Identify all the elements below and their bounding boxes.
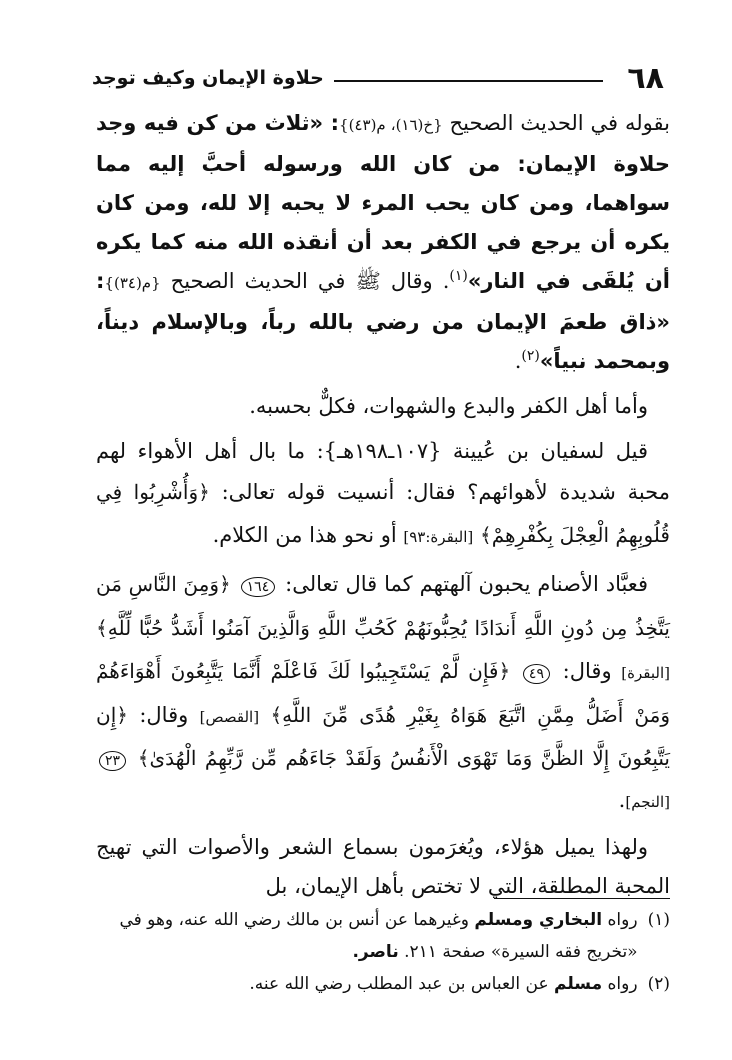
hadith-reference: {خ(١٦)، م(٤٣)} — [339, 116, 443, 134]
page-header — [92, 60, 664, 96]
paragraph-idol-worshippers — [96, 563, 670, 822]
sura-reference-baqarah: [البقرة] — [621, 664, 670, 682]
paragraph-end: . — [618, 788, 626, 812]
and-he-said-2: وقال: — [139, 703, 189, 727]
ayah-number-49: ٤٩ — [523, 664, 550, 684]
quran-verse-qasas-50: ﴿فَإِن لَّمْ يَسْتَجِيبُوا لَكَ فَاعْلَمْ أَنَّمَا يَتَّبِعُونَ أَهْوَاءَهُمْ وَمَنْ أَضَلُّ مِمَّنِ اتَّبَعَ هَوَاهُ بِغَيْرِ هُدًى مِّنَ اللَّهِ﴾ — [96, 659, 670, 727]
hadith-reference-2: {م(٣٤)} — [104, 274, 161, 292]
quran-verse-baqarah-93: ﴿وَأُشْرِبُوا فِي قُلُوبِهِمُ الْعِجْلَ بِكُفْرِهِمْ﴾ — [96, 480, 670, 547]
paragraph-poetry: ولهذا يميل هؤلاء، ويُغرَمون بسماع الشعر والأصوات التي تهيج المحبة المطلقة، التي لا تختص بأهل الإيمان، بل — [96, 835, 670, 898]
page-number: ٦٨ — [627, 60, 664, 96]
footnote-number: (٢) — [647, 974, 670, 994]
running-title: حلاوة الإيمان وكيف توجد — [92, 67, 324, 89]
footnote-2 — [96, 968, 670, 1000]
footnote-1 — [96, 904, 670, 968]
footnote-number: (١) — [647, 910, 670, 930]
hadith-text-1: : «ثلاث من كن فيه وجد حلاوة الإيمان: من كان الله ورسوله أحبَّ إليه مما سواهما، ومن كان يحب المرء لا يحبه إلا لله، ومن كان يكره أن يرجع في الكفر بعد أن أنقذه الله منه كما يكره أن يُلقَى في النار» — [96, 111, 670, 293]
and-he-said: وقال: — [562, 659, 612, 683]
footnote-pre: رواه — [607, 974, 638, 994]
ayah-number-23: ٢٣ — [99, 751, 126, 771]
sufyan-end: أو نحو هذا من الكلام. — [212, 523, 397, 547]
footnotes — [96, 904, 670, 1000]
hadith-intro: بقوله في الحديث الصحيح — [449, 111, 670, 135]
paragraph-sufyan — [96, 432, 670, 557]
sufyan-question: قيل لسفيان بن عُيينة {١٠٧ـ١٩٨هـ}: ما بال أهل الأهواء لهم محبة شديدة لأهوائهم؟ فقال: أنسيت قوله تعالى: — [96, 439, 670, 504]
quran-verse-najm-23: ﴿إِن يَتَّبِعُونَ إِلَّا الظَّنَّ وَمَا تَهْوَى الْأَنفُسُ وَلَقَدْ جَاءَهُم مِّن رَّبِّهِمُ الْهُدَىٰ﴾ — [96, 703, 670, 770]
footnote-rule — [494, 898, 670, 899]
idol-intro: فعبَّاد الأصنام يحبون آلهتهم كما قال تعالى: — [285, 572, 648, 596]
footnote-marker-2[interactable]: (٢) — [521, 348, 540, 364]
sura-reference-najm: [النجم] — [625, 793, 670, 811]
ayah-number-164: ١٦٤ — [241, 577, 276, 597]
page-body — [96, 104, 670, 912]
hadith-text-2: : «ذاق طعمَ الإيمان من رضي بالله رباً، وبالإسلام ديناً، وبمحمد نبياً» — [96, 269, 670, 373]
header-rule — [334, 80, 604, 82]
footnote-source: البخاري ومسلم — [474, 910, 603, 930]
sura-reference: [البقرة:٩٣] — [403, 528, 474, 546]
hadith-connector: . وقال ﷺ في الحديث الصحيح — [170, 269, 450, 293]
footnote-pre: رواه — [607, 910, 638, 930]
footnote-marker-1[interactable]: (١) — [449, 268, 468, 284]
hadith-end: . — [514, 349, 522, 373]
footnote-text — [249, 968, 637, 1000]
sura-reference-qasas: [القصص] — [199, 708, 260, 726]
footnote-post: وغيرهما عن أنس بن مالك رضي الله عنه، وهو في «تخريج فقه السيرة» صفحة ٢١١. — [119, 910, 638, 962]
quran-verse-baqarah-165: ﴿وَمِنَ النَّاسِ مَن يَتَّخِذُ مِن دُونِ اللَّهِ أَندَادًا يُحِبُّونَهُمْ كَحُبِّ اللَّهِ وَالَّذِينَ آمَنُوا أَشَدُّ حُبًّا لِّلَّهِ﴾ — [96, 572, 670, 640]
footnote-source: مسلم — [554, 974, 603, 994]
paragraph-people-of-disbelief: وأما أهل الكفر والبدع والشهوات، فكلٌّ بحسبه. — [249, 394, 648, 418]
paragraph-hadith — [96, 104, 670, 381]
footnote-signature: ناصر. — [352, 942, 399, 962]
footnote-post: عن العباس بن عبد المطلب رضي الله عنه. — [249, 974, 549, 994]
footnote-text — [96, 904, 638, 968]
